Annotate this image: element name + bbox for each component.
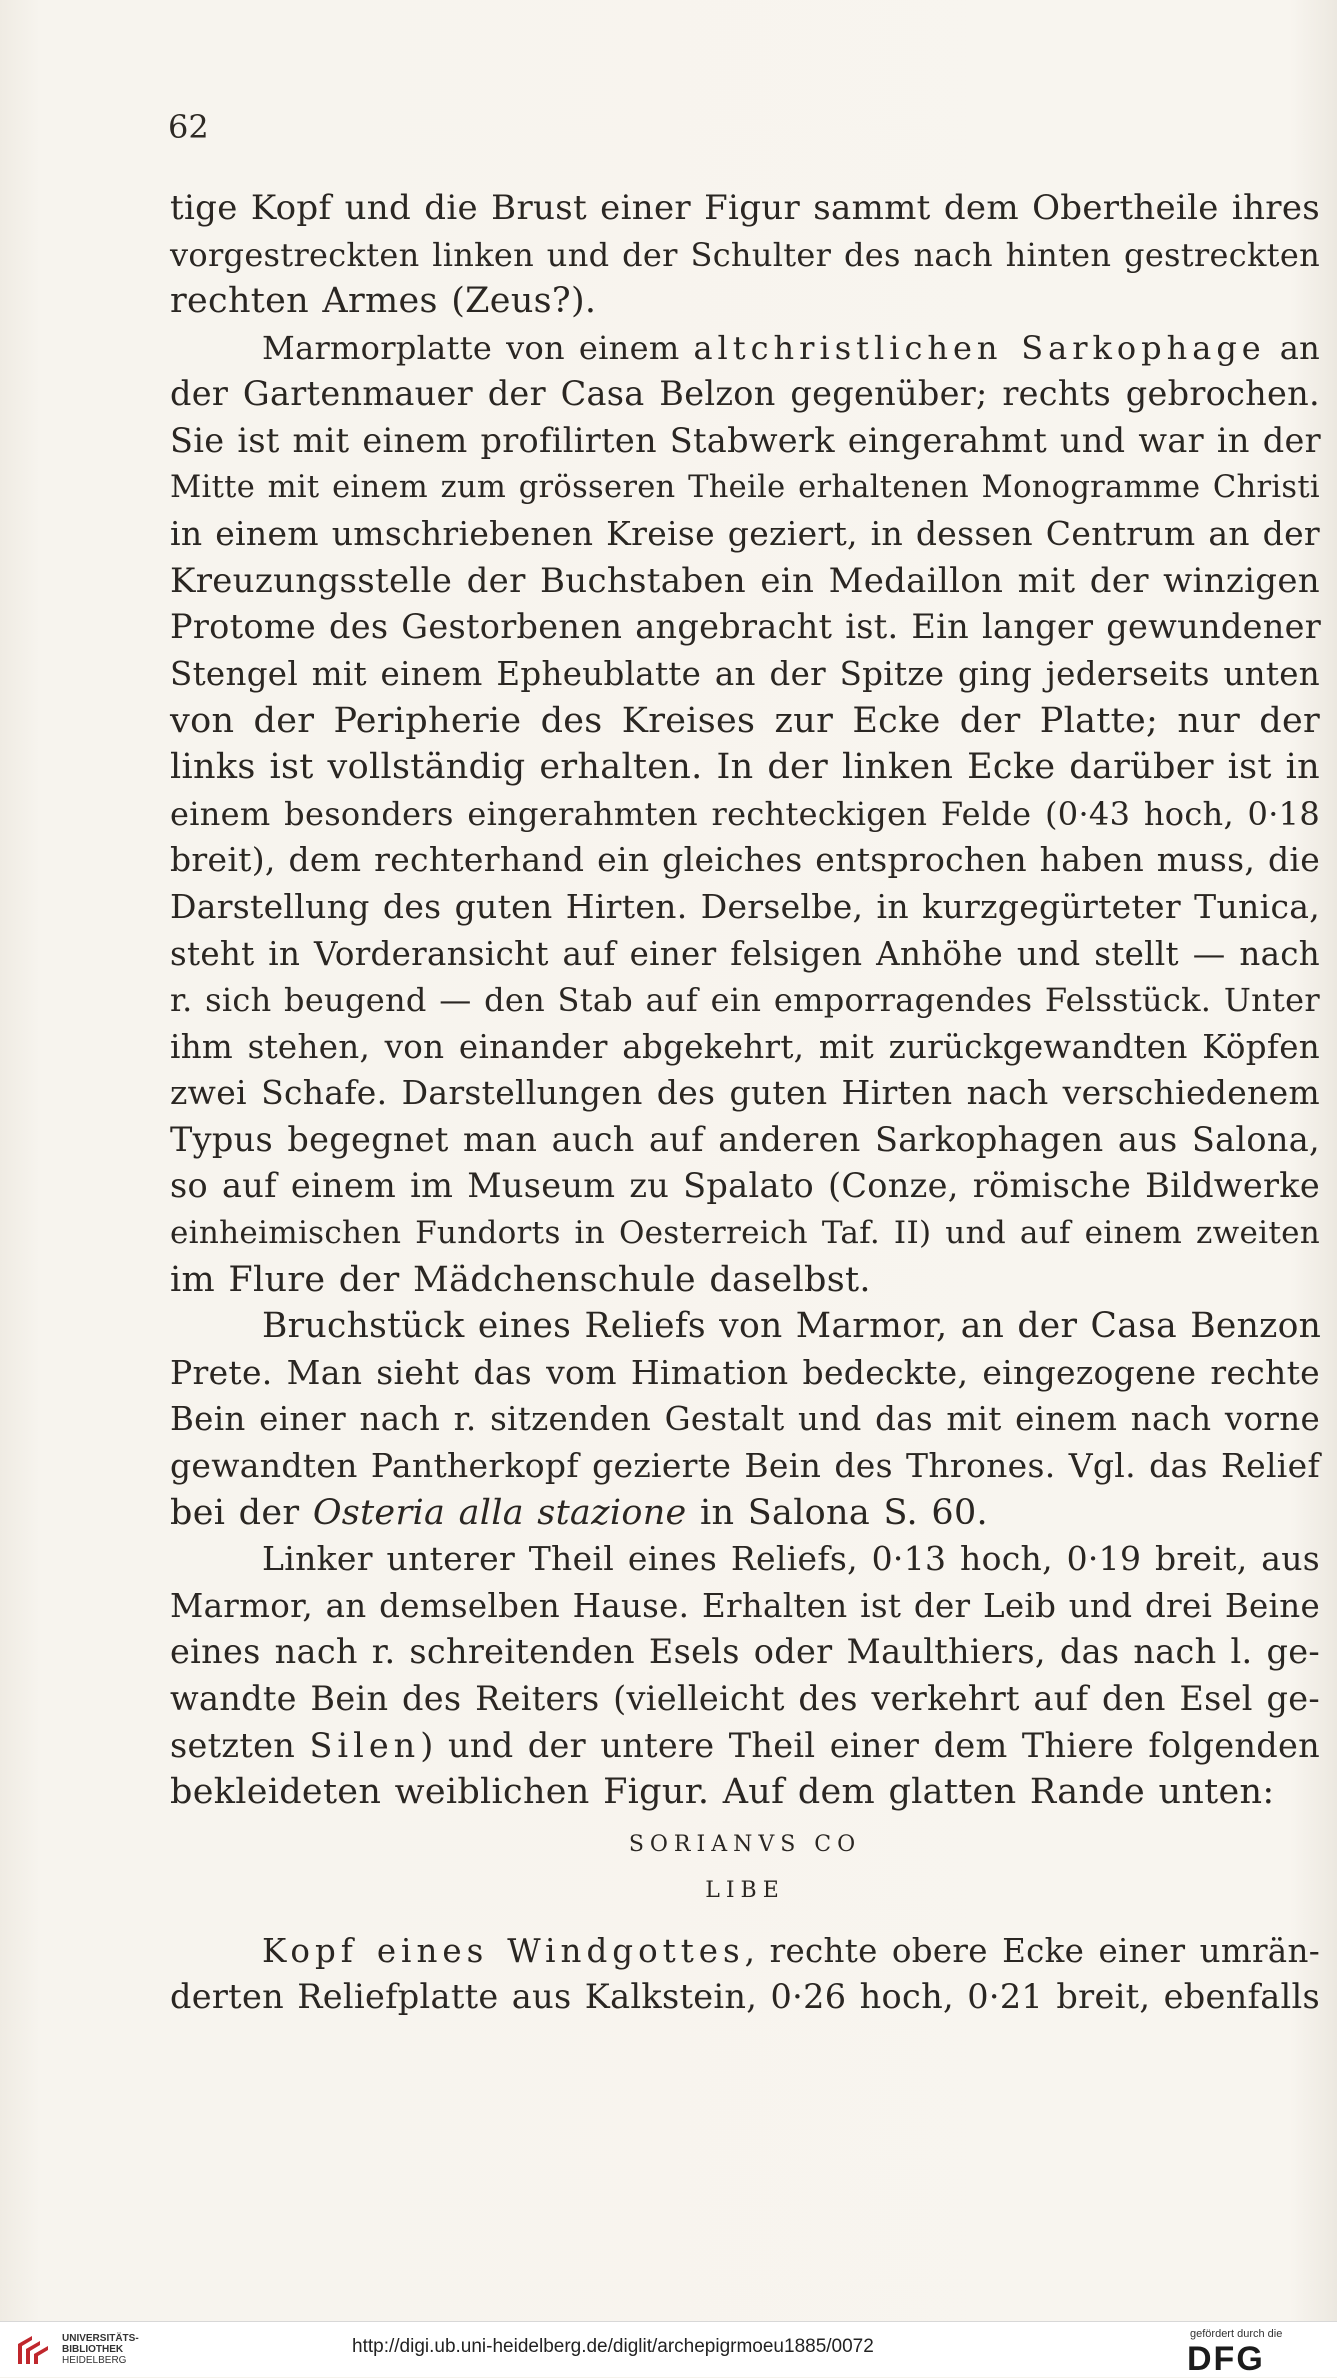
text-run: bei der (170, 1492, 313, 1533)
text-line: wandte Bein des Reiters (vielleicht des verkehrt auf den Esel ge- (170, 1679, 1320, 1718)
text-line: Bruchstück eines Reliefs von Marmor, an der Casa Benzon (262, 1306, 1322, 1347)
text-line (170, 325, 1320, 372)
viewer-footer (0, 2321, 1337, 2377)
text-run: setzten (170, 1725, 310, 1765)
text-line: links ist vollständig erhalten. In der linken Ecke darüber ist in (170, 747, 1320, 788)
text-line: so auf einem im Museum zu Spalato (Conze, römische Bildwerke (170, 1166, 1320, 1206)
inscription-line: LIBE (705, 1877, 785, 1903)
text-line: bekleideten weiblichen Figur. Auf dem glatten Rande unten: (170, 1772, 1275, 1813)
permalink-url[interactable]: http://digi.ub.uni-heidelberg.de/diglit/archepigrmoeu1885/0072 (352, 2336, 874, 2357)
spaced-emphasis: altchristlichen Sarkophage (693, 328, 1266, 367)
text-line: r. sich beugend — den Stab auf ein emporragendes Felsstück. Unter (170, 981, 1320, 1020)
university-library-name (62, 2333, 139, 2366)
library-line: UNIVERSITÄTS- (62, 2333, 139, 2344)
text-line: Darstellung des guten Hirten. Derselbe, in kurzgegürteter Tunica, (170, 886, 1320, 926)
text-line: Marmor, an demselben Hause. Erhalten ist der Leib und drei Beine (170, 1586, 1320, 1625)
text-line: einheimischen Fundorts in Oesterreich Taf. II) und auf einem zweiten (170, 1215, 1320, 1252)
text-line: gewandten Pantherkopf gezierte Bein des Thrones. Vgl. das Relief (170, 1446, 1320, 1486)
text-line: vorgestreckten linken und der Schulter des nach hinten gestreckten (170, 235, 1320, 274)
text-line: Typus begegnet man auch auf anderen Sarkophagen aus Salona, (170, 1119, 1320, 1159)
dfg-logo-icon: DFG (1187, 2340, 1265, 2378)
text-line: rechten Armes (Zeus?). (170, 281, 597, 322)
library-line: BIBLIOTHEK (62, 2344, 124, 2355)
text-line: Stengel mit einem Epheublatte an der Spitze ging jederseits unten (170, 654, 1320, 693)
text-line: Linker unterer Theil eines Reliefs, 0·13 hoch, 0·19 breit, aus (262, 1539, 1320, 1579)
text-run: in Salona S. 60. (686, 1492, 988, 1533)
text-line: breit), dem rechterhand ein gleiches entsprochen haben muss, die (170, 840, 1321, 880)
page-number: 62 (168, 108, 209, 146)
funder-label: gefördert durch die (1190, 2328, 1283, 2340)
library-line: HEIDELBERG (62, 2355, 127, 2366)
text-line: ihm stehen, von einander abgekehrt, mit zurückgewandten Köpfen (170, 1027, 1320, 1066)
text-line: tige Kopf und die Brust einer Figur sammt dem Obertheile ihres (170, 188, 1320, 228)
text-run: an (1265, 328, 1321, 367)
spaced-emphasis: Kopf eines Windgottes (262, 1931, 745, 1970)
text-run: , rechte obere Ecke einer umrän- (744, 1931, 1320, 1970)
text-line: zwei Schafe. Darstellungen des guten Hirten nach verschiedenem (170, 1073, 1320, 1113)
text-line: Sie ist mit einem profilirten Stabwerk eingerahmt und war in der (170, 420, 1321, 460)
text-line: Mitte mit einem zum grösseren Theile erhaltenen Monogramme Christi (170, 469, 1320, 505)
text-line (170, 1723, 1320, 1770)
text-line: einem besonders eingerahmten rechteckigen Felde (0·43 hoch, 0·18 (170, 794, 1320, 833)
university-library-logo-icon (14, 2330, 54, 2370)
text-line: der Gartenmauer der Casa Belzon gegenüber; rechts gebrochen. (170, 374, 1320, 414)
text-line: in einem umschriebenen Kreise geziert, in dessen Centrum an der (170, 514, 1320, 554)
italic-place-name: Osteria alla stazione (312, 1492, 687, 1533)
text-run: ) und der untere Theil einer dem Thiere folgenden (420, 1725, 1320, 1765)
body-text (170, 185, 1320, 2021)
text-line: steht in Vorderansicht auf einer felsigen Anhöhe und stellt — nach (170, 934, 1320, 973)
inscription-line: SORIANVS CO (628, 1831, 862, 1857)
text-line: derten Reliefplatte aus Kalkstein, 0·26 hoch, 0·21 breit, ebenfalls (170, 1977, 1320, 2017)
text-line (170, 1928, 1320, 1975)
text-line: Bein einer nach r. sitzenden Gestalt und das mit einem nach vorne (170, 1400, 1320, 1439)
text-line: von der Peripherie des Kreises zur Ecke der Platte; nur der (170, 700, 1320, 741)
text-run: Marmorplatte von einem (262, 328, 694, 367)
text-line: Kreuzungsstelle der Buchstaben ein Medaillon mit der winzigen (170, 560, 1320, 601)
spaced-emphasis: Silen (309, 1725, 421, 1765)
text-line: Protome des Gestorbenen angebracht ist. Ein langer gewundener (170, 607, 1322, 647)
text-line: im Flure der Mädchenschule daselbst. (170, 1259, 871, 1300)
text-line: eines nach r. schreitenden Esels oder Maulthiers, das nach l. ge- (170, 1632, 1320, 1672)
text-line (170, 1490, 1320, 1537)
text-line: Prete. Man sieht das vom Himation bedeckte, eingezogene rechte (170, 1352, 1320, 1392)
spacer (170, 1914, 1320, 1928)
